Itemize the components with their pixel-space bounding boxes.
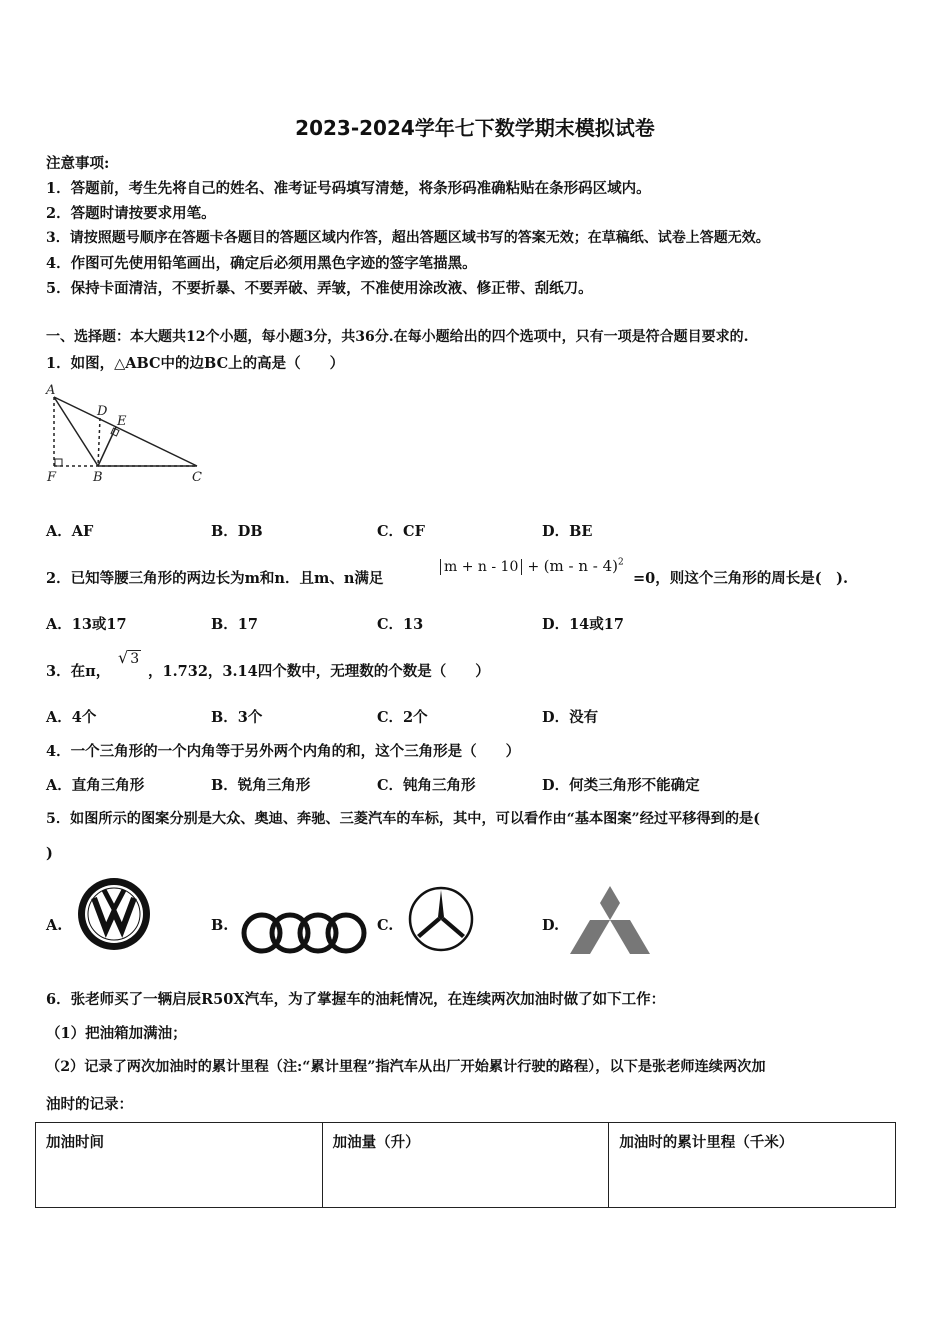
fuel-record-table xyxy=(35,1122,896,1208)
notice-heading: 注意事项: xyxy=(46,155,110,172)
q4-stem: 4．一个三角形的一个内角等于另外两个内角的和，这个三角形是（ ） xyxy=(46,743,521,760)
q4-option-c: C．钝角三角形 xyxy=(377,777,476,794)
q2-option-d: D．14或17 xyxy=(542,616,624,633)
notice-item: 3．请按照题号顺序在答题卡各题目的答题区域内作答，超出答题区域书写的答案无效；在草稿纸、试卷上答题无效。 xyxy=(46,230,770,246)
q1-option-a: A．AF xyxy=(46,523,94,540)
q6-step1: （1）把油箱加满油； xyxy=(46,1025,187,1042)
label-f: F xyxy=(47,470,57,485)
page-title: 2023-2024学年七下数学期末模拟试卷 xyxy=(295,116,655,140)
q6-step2: （2）记录了两次加油时的累计里程（注:“累计里程”指汽车从出厂开始累计行驶的路程），以下是张老师连续两次加 xyxy=(46,1059,766,1075)
mercedes-star-icon xyxy=(406,884,476,954)
q6-step2-cont: 油时的记录： xyxy=(46,1096,133,1113)
q3-sqrt-arg: 3 xyxy=(130,651,140,667)
q3-stem-end: ，1.732，3.14四个数中，无理数的个数是（ ） xyxy=(148,663,490,680)
notice-item: 4．作图可先使用铅笔画出，确定后必须用黑色字迹的签字笔描黑。 xyxy=(46,255,477,272)
label-c: C xyxy=(192,470,202,485)
audi-rings-icon xyxy=(240,910,368,956)
mitsubishi-diamonds-icon xyxy=(570,884,650,956)
q3-option-a: A．4个 xyxy=(46,709,97,726)
right-angle-mark xyxy=(55,459,62,466)
q2-stem-end: =0，则这个三角形的周长是( ). xyxy=(633,570,849,587)
q4-option-b: B．锐角三角形 xyxy=(211,777,311,794)
label-b: B xyxy=(93,470,103,485)
q3-stem: 3．在π， xyxy=(46,663,111,680)
q4-option-d: D．何类三角形不能确定 xyxy=(542,777,700,794)
q1-stem: 1．如图，△ABC中的边BC上的高是（ ） xyxy=(46,355,345,372)
q1-option-b: B．DB xyxy=(211,523,263,540)
table-header-cell: 加油时的累计里程（千米） xyxy=(609,1123,896,1208)
segment-be xyxy=(98,427,116,466)
q2-stem: 2．已知等腰三角形的两边长为m和n．且m、n满足 xyxy=(46,570,384,587)
q5-option-c: C. xyxy=(377,917,394,934)
q2-exponent: 2 xyxy=(618,557,624,568)
q1-triangle-figure xyxy=(42,380,212,485)
label-e: E xyxy=(117,414,127,429)
q3-option-b: B．3个 xyxy=(211,709,263,726)
notice-item: 1．答题前，考生先将自己的姓名、准考证号码填写清楚，将条形码准确粘贴在条形码区域内。 xyxy=(46,180,651,197)
q2-option-a: A．13或17 xyxy=(46,616,127,633)
q1-option-d: D．BE xyxy=(542,523,593,540)
q2-square-expr: (m - n - 4) xyxy=(543,557,618,575)
q2-option-c: C．13 xyxy=(377,616,424,633)
table-header-cell: 加油时间 xyxy=(36,1123,323,1208)
label-d: D xyxy=(97,404,108,419)
notice-item: 2．答题时请按要求用笔。 xyxy=(46,205,216,222)
table-row xyxy=(36,1123,896,1208)
q2-option-b: B．17 xyxy=(211,616,258,633)
q3-sqrt: √ 3 xyxy=(118,648,140,667)
q5-stem: 5．如图所示的图案分别是大众、奥迪、奔驰、三菱汽车的车标，其中，可以看作由“基本图案”经过平移得到的是( xyxy=(46,811,760,827)
q3-option-d: D．没有 xyxy=(542,709,599,726)
section-heading: 一、选择题：本大题共12个小题，每小题3分，共36分.在每小题给出的四个选项中，只有一项是符合题目要求的. xyxy=(46,329,749,345)
q5-option-b: B. xyxy=(211,917,229,934)
q2-expression: m + n - 10 + (m - n - 4)$^2$ xyxy=(440,556,624,580)
q3-option-c: C．2个 xyxy=(377,709,428,726)
notice-item: 5．保持卡面清洁，不要折暴、不要弄破、弄皱，不准使用涂改液、修正带、刮纸刀。 xyxy=(46,280,593,297)
q5-option-a: A. xyxy=(46,917,63,934)
q2-abs-expr: m + n - 10 xyxy=(440,559,522,575)
table-header-cell: 加油量（升） xyxy=(322,1123,609,1208)
label-a: A xyxy=(46,383,56,398)
q6-stem: 6．张老师买了一辆启辰R50X汽车，为了掌握车的油耗情况，在连续两次加油时做了如下工作： xyxy=(46,991,666,1008)
q1-option-c: C．CF xyxy=(377,523,425,540)
q5-option-d: D. xyxy=(542,917,560,934)
vw-logo-icon xyxy=(76,876,152,952)
q4-option-a: A．直角三角形 xyxy=(46,777,145,794)
q5-stem-end: ) xyxy=(46,845,53,862)
segment-db xyxy=(98,418,100,466)
